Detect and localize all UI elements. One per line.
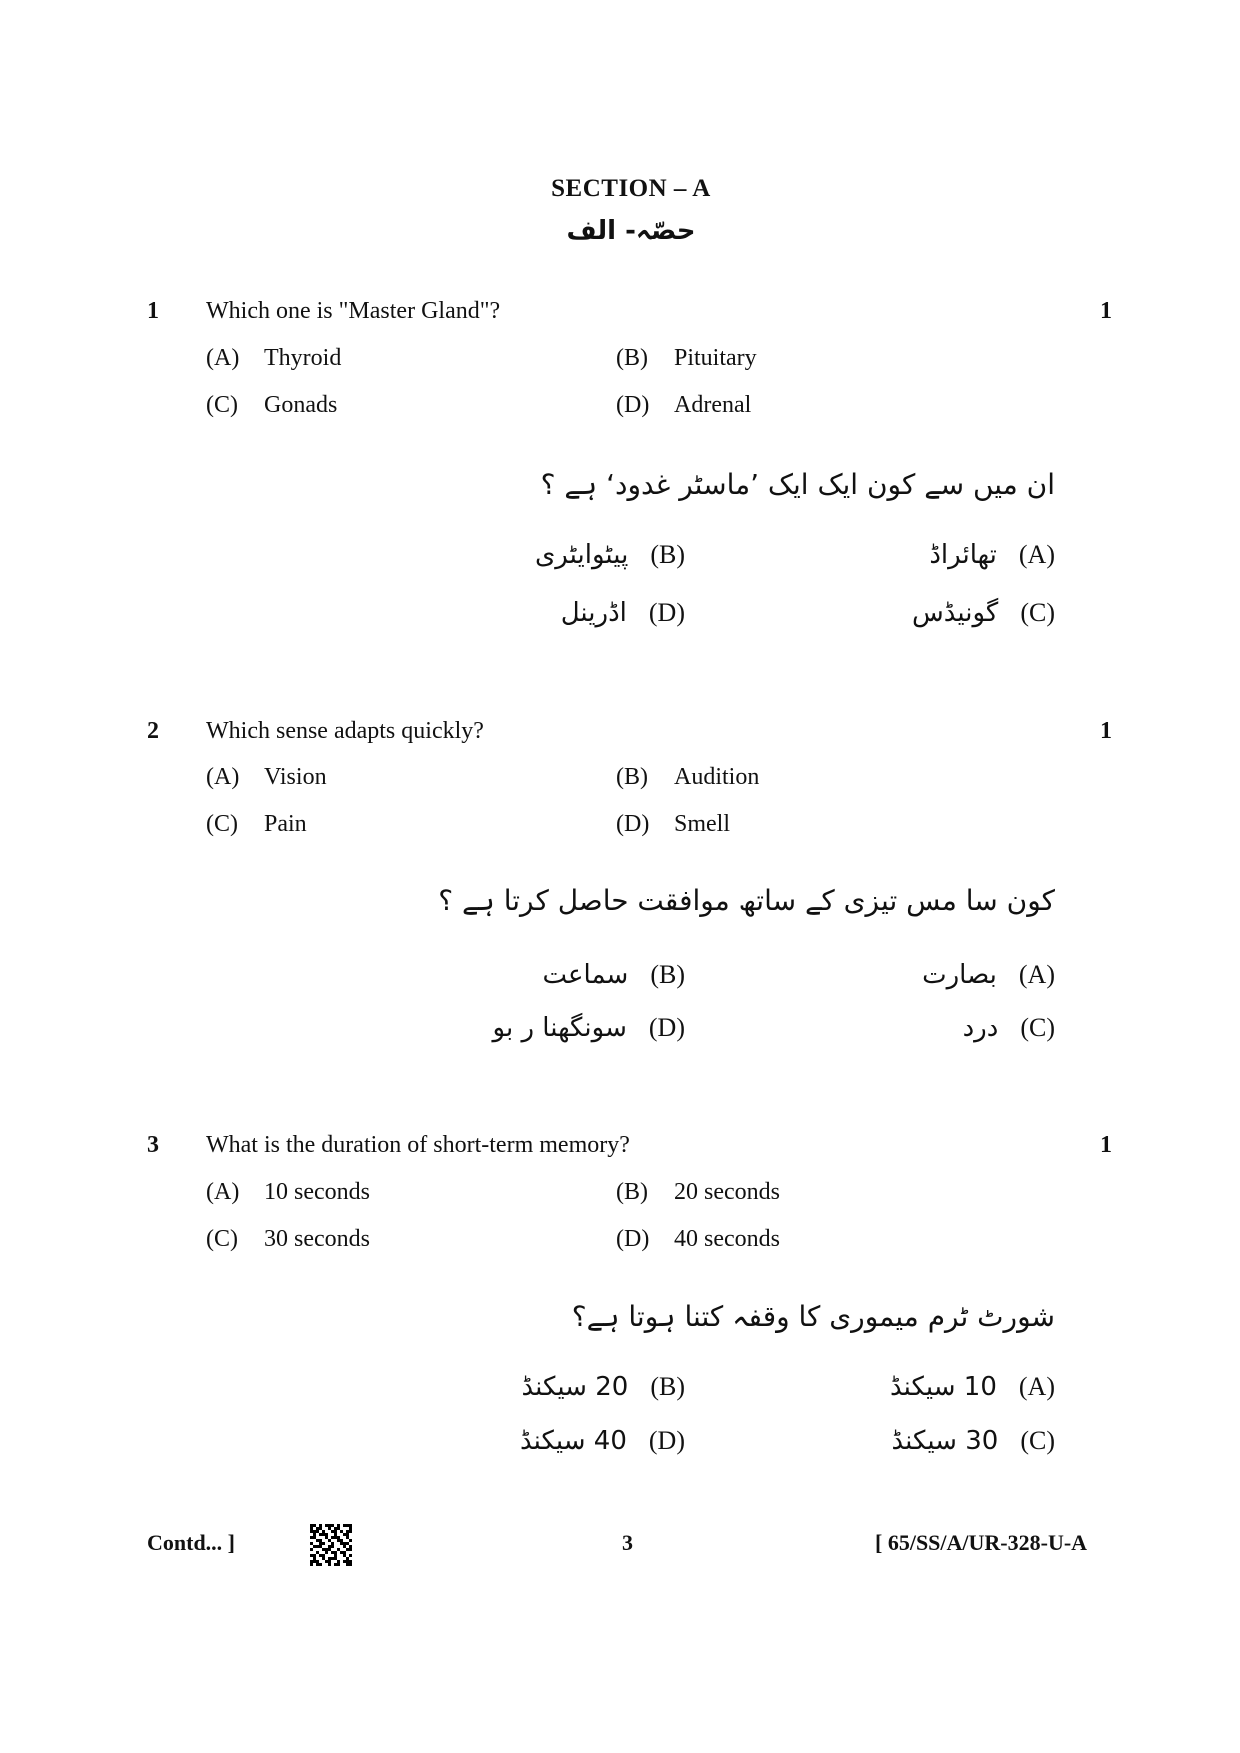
option-text: 20 seconds (674, 1179, 780, 1205)
option-text: Vision (264, 764, 327, 790)
option-c (206, 392, 337, 419)
option-label: (B) (650, 960, 685, 989)
question-marks: 1 (1100, 298, 1112, 324)
urdu-option-b (543, 960, 685, 990)
option-text: تھائراڈ (929, 540, 997, 570)
option-text: Pain (264, 811, 307, 837)
option-label: (D) (616, 392, 650, 418)
option-text: درد (962, 1013, 999, 1043)
urdu-option-b (521, 1372, 685, 1402)
option-label: (B) (616, 345, 648, 371)
option-label: (A) (1018, 540, 1055, 569)
question-text: Which one is "Master Gland"? (206, 298, 501, 324)
option-label: (B) (650, 540, 685, 569)
option-text: Audition (674, 764, 760, 790)
option-label: (D) (616, 811, 650, 837)
option-text: Gonads (264, 392, 338, 418)
option-label: (A) (1018, 1372, 1055, 1401)
urdu-option-a (890, 1372, 1055, 1402)
option-c (206, 811, 307, 838)
option-label: (B) (616, 1179, 648, 1205)
option-d (616, 1226, 780, 1253)
option-label: (A) (206, 1179, 240, 1205)
option-c (206, 1226, 370, 1253)
question-text: What is the duration of short-term memory? (206, 1132, 630, 1158)
option-b (616, 345, 757, 372)
option-label: (C) (206, 811, 238, 837)
option-label: (C) (206, 1226, 238, 1252)
page-footer (0, 1530, 1240, 1570)
option-text: سونگھنا ر بو (492, 1013, 627, 1043)
question-text: Which sense adapts quickly? (206, 718, 484, 744)
option-a (206, 345, 341, 372)
option-text: Thyroid (264, 345, 342, 371)
option-label: (D) (648, 598, 685, 627)
option-text: 40 سیکنڈ (520, 1426, 627, 1456)
paper-code: [ 65/SS/A/UR-328-U-A (875, 1530, 1088, 1555)
urdu-question-text: کون سا مس تیزی کے ساتھ موافقت حاصل کرتا ہے ؟ (438, 884, 1055, 917)
question-number: 3 (147, 1132, 159, 1158)
section-title: SECTION – A (551, 175, 711, 202)
qr-code-icon (310, 1524, 352, 1566)
option-label: (C) (1020, 1426, 1055, 1455)
option-label: (A) (206, 345, 240, 371)
urdu-option-d (520, 1426, 685, 1456)
option-text: بصارت (922, 960, 997, 990)
option-label: (A) (206, 764, 240, 790)
question-marks: 1 (1100, 1132, 1112, 1158)
option-text: 40 seconds (674, 1226, 780, 1252)
question-number: 1 (147, 298, 159, 324)
question-marks: 1 (1100, 718, 1112, 744)
option-b (616, 764, 759, 791)
urdu-question-text: شورٹ ٹرم میموری کا وقفہ کتنا ہوتا ہے؟ (571, 1300, 1055, 1333)
urdu-option-d (561, 598, 685, 628)
option-text: گونیڈس (912, 598, 999, 628)
urdu-option-c (912, 598, 1055, 628)
option-label: (D) (616, 1226, 650, 1252)
option-text: 30 seconds (264, 1226, 370, 1252)
urdu-option-d (493, 1013, 685, 1043)
option-text: 30 سیکنڈ (891, 1426, 999, 1456)
option-d (616, 392, 751, 419)
option-text: 20 سیکنڈ (521, 1372, 629, 1402)
option-b (616, 1179, 780, 1206)
option-text: سماعت (542, 960, 629, 990)
option-text: Smell (674, 811, 731, 837)
urdu-question-text: ان میں سے کون ایک ایک ’ماسٹر غدود‘ ہے ؟ (540, 468, 1055, 501)
urdu-option-c (891, 1426, 1055, 1456)
option-label: (C) (1020, 1013, 1055, 1042)
urdu-option-a (922, 960, 1055, 990)
urdu-option-a (929, 540, 1055, 570)
option-label: (B) (650, 1372, 685, 1401)
urdu-option-b (535, 540, 685, 570)
page-number: 3 (622, 1530, 633, 1555)
option-label: (C) (206, 392, 238, 418)
continued-label: Contd... ] (147, 1530, 236, 1555)
option-label: (A) (1018, 960, 1055, 989)
option-a (206, 764, 327, 791)
option-a (206, 1179, 370, 1206)
option-label: (D) (648, 1426, 685, 1455)
question-number: 2 (147, 718, 159, 744)
option-text: پیٹوایٹری (534, 540, 629, 570)
urdu-option-c (963, 1013, 1055, 1043)
option-label: (D) (648, 1013, 685, 1042)
option-text: اڈرینل (560, 598, 627, 628)
option-text: 10 سیکنڈ (890, 1372, 997, 1402)
option-text: 10 seconds (264, 1179, 370, 1205)
option-label: (B) (616, 764, 648, 790)
option-label: (C) (1020, 598, 1055, 627)
option-text: Pituitary (674, 345, 757, 371)
option-d (616, 811, 730, 838)
option-text: Adrenal (674, 392, 752, 418)
section-urdu-title: حصّہ- الف (566, 216, 696, 246)
